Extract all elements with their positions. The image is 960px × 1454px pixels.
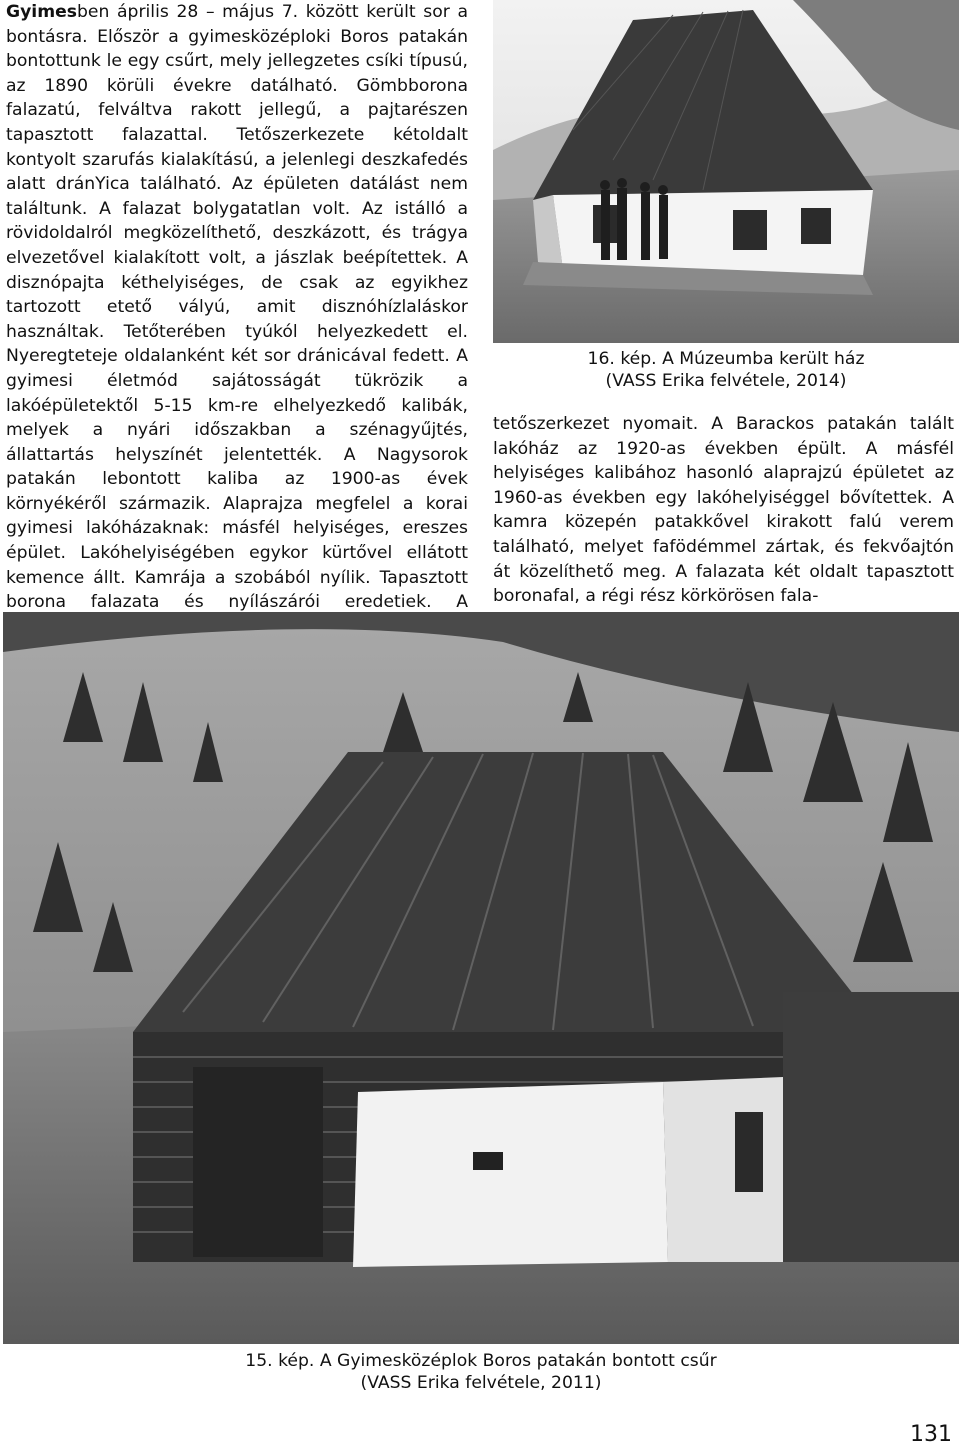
figure-16-caption-credit: (VASS Erika felvétele, 2014)	[605, 371, 847, 391]
figure-15-caption-title: 15. kép. A Gyimesközéplok Boros patakán bontott csűr	[245, 1351, 717, 1371]
right-text-column	[493, 412, 954, 609]
figure-15-caption	[3, 1350, 959, 1394]
left-body-text: ben április 28 – május 7. között került sor a bontásra. Először a gyimesközéploki Boros patakán bontottunk le egy csűrt, mely jellegzetes csíki típusú, az 1890 körüli évekre datálható. Gömbborona falazatú, felváltva rakott jellegű, a pajtarészen tapasztott falazattal. Tetőszerkezete kétoldalt kontyolt szarufás kialakítású, a jelenlegi deszkafedés alatt dránYica található. Az épületen datálást nem találtunk. A falazat bolygatatlan volt. Az istálló a rövidoldalról megközelíthető, deszkázott, és trágya elvezetővel kialakított volt, a jászlak beépítettek. A disznópajta kéthelyiséges, de csak az egyikhez tartozott etető vályú, amit disznóhízlaláskor használtak. Tetőterében tyúkól helyezkedett el. Nyeregteteje oldalanként két sor dránicával fedett. A gyimesi életmód sajátosságát tükrözik a lakóépületektől 5-15 km-re elhelyezkedő kalibák, melyek a nyári időszakban a szénagyűjtés, állattartás helyszínét jelentették. A Nagysorok patakán lebontott kaliba az 1900-as évek környékéről származik. Alaprajza megfelel a korai gyimesi lakóházaknak: másfél helyiséges, ereszes épület. Lakóhelyiségében egykor kürtővel ellátott kemence állt. Kamrája a szobából nyílik. Tapasztott borona falazata és nyílászárói eredetiek. A	[6, 2, 468, 613]
figure-16-photo	[493, 0, 959, 343]
barn-photo-illustration	[3, 612, 959, 1344]
figure-15-caption-credit: (VASS Erika felvétele, 2011)	[360, 1373, 602, 1393]
figure-16-caption	[493, 348, 959, 392]
left-text-column	[6, 0, 468, 689]
page-number: 131	[910, 1422, 952, 1447]
right-body-text: tetőszerkezet nyomait. A Barackos patakán talált lakóház az 1920-as években épült. A másfél helyiséges kalibához hasonló alaprajzú épületet az 1960-as években egy lakóhelyiséggel bővítettek. A kamra közepén patakkővel kirakott falú verem található, melyet fafödémmel zártak, és fekvőajtón át közelíthető meg. A falazata két oldalt tapasztott boronafal, a régi rész körkörösen fala-	[493, 414, 954, 607]
figure-15-photo	[3, 612, 959, 1344]
house-photo-illustration	[493, 0, 959, 343]
lead-word: Gyimes	[6, 2, 77, 22]
figure-16-caption-title: 16. kép. A Múzeumba került ház	[587, 349, 865, 369]
